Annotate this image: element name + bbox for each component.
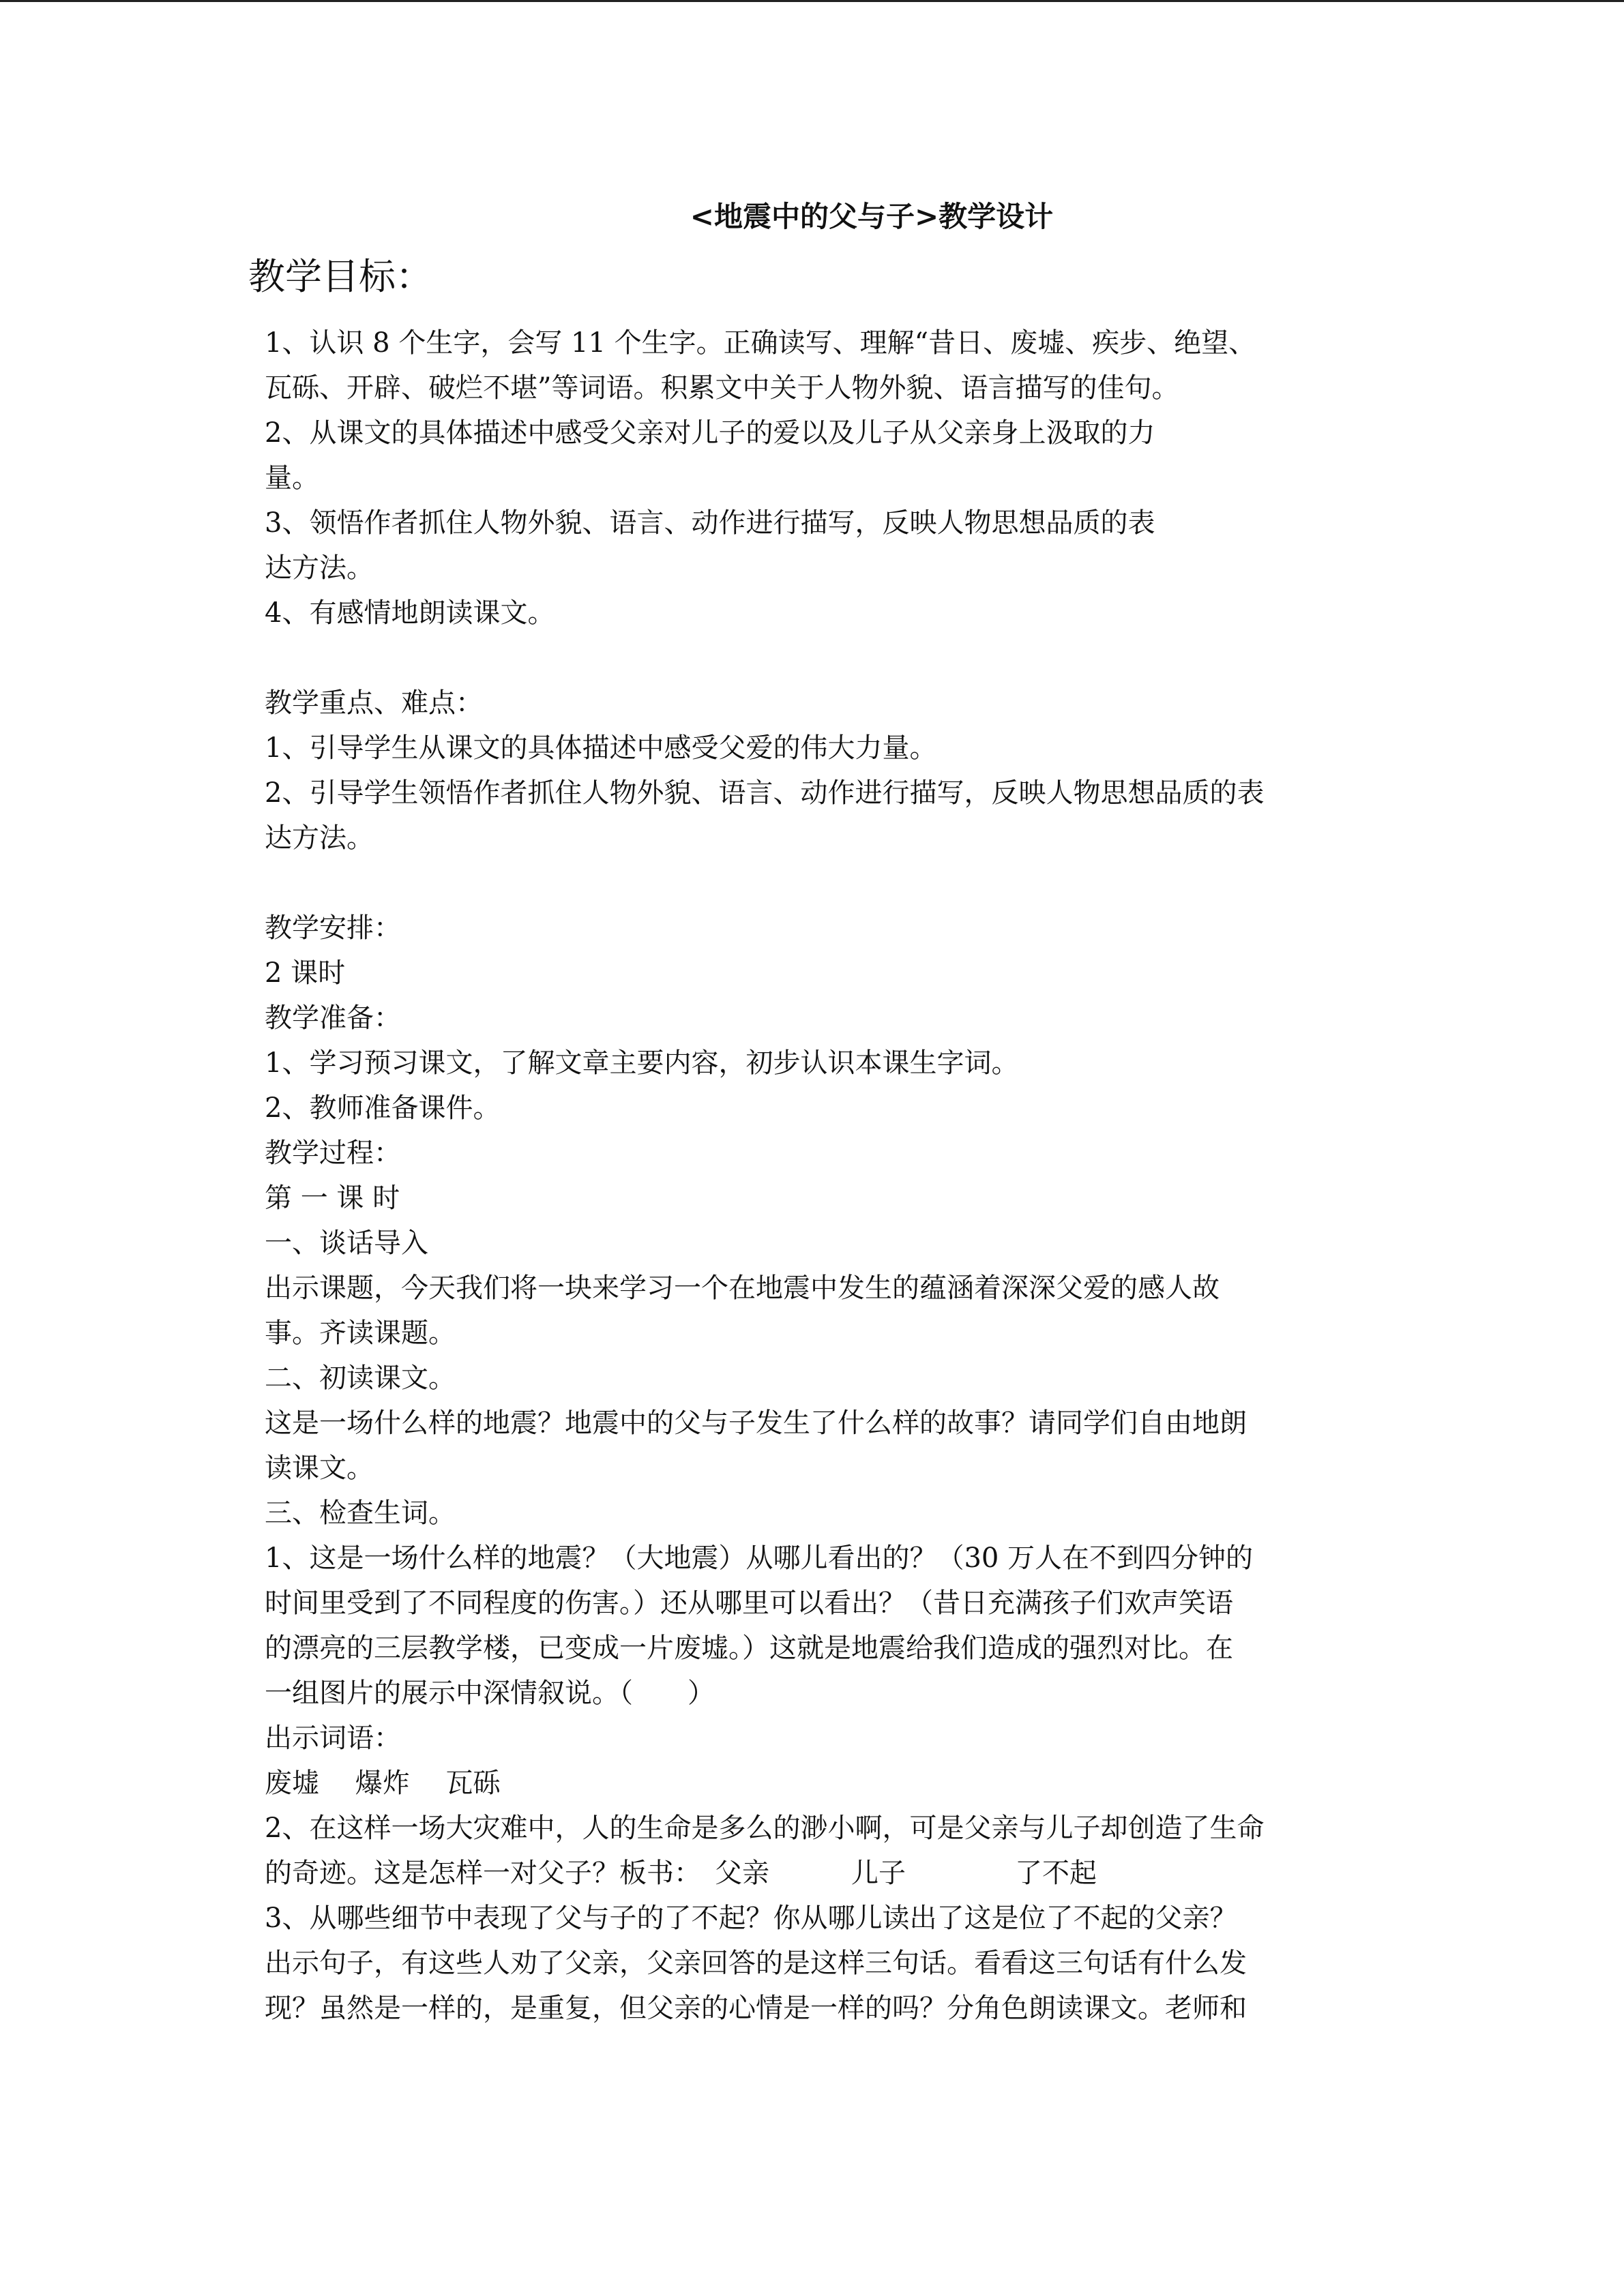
objective-line: 2、从课文的具体描述中感受父亲对儿子的爱以及儿子从父亲身上汲取的力 xyxy=(265,417,1155,449)
process-line: 2、在这样一场大灾难中，人的生命是多么的渺小啊，可是父亲与儿子却创造了生命 xyxy=(265,1813,1265,1844)
objective-line: 4、有感情地朗读课文。 xyxy=(265,597,555,629)
process-line: 出示句子，有这些人劝了父亲，父亲回答的是这样三句话。看看这三句话有什么发 xyxy=(265,1948,1247,1979)
objective-line: 1、认识 8 个生字，会写 11 个生字。正确读写、理解“昔日、废墟、疾步、绝望、 xyxy=(265,327,1256,359)
process-line: 一、谈话导入 xyxy=(265,1227,428,1259)
arrangement-value: 2 课时 xyxy=(265,957,346,989)
process-line: 的漂亮的三层教学楼，已变成一片废墟。）这就是地震给我们造成的强烈对比。在 xyxy=(265,1632,1233,1664)
key-point-line: 2、引导学生领悟作者抓住人物外貌、语言、动作进行描写，反映人物思想品质的表 xyxy=(265,777,1265,809)
process-body xyxy=(265,1176,1383,2031)
process-line: 1、这是一场什么样的地震？（大地震）从哪儿看出的？（30 万人在不到四分钟的 xyxy=(265,1542,1254,1574)
key-point-line: 1、引导学生从课文的具体描述中感受父爱的伟大力量。 xyxy=(265,732,937,764)
process-line: 事。齐读课题。 xyxy=(265,1317,456,1349)
key-points-list xyxy=(265,726,1383,861)
page-top-border xyxy=(0,0,1624,2)
preparation-line: 1、学习预习课文，了解文章主要内容，初步认识本课生字词。 xyxy=(265,1047,1019,1079)
document-title: <地震中的父与子>教学设计 xyxy=(690,200,1054,233)
objective-line: 瓦砾、开辟、破烂不堪”等词语。积累文中关于人物外貌、语言描写的佳句。 xyxy=(265,372,1179,404)
arrangement-heading: 教学安排： xyxy=(265,912,401,944)
objectives-list xyxy=(265,320,1383,636)
objectives-heading: 教学目标： xyxy=(248,255,432,298)
process-line: 二、初读课文。 xyxy=(265,1362,456,1394)
process-line: 的奇迹。这是怎样一对父子？板书： 父亲 儿子 了不起 xyxy=(265,1858,1097,1889)
process-line: 这是一场什么样的地震？地震中的父与子发生了什么样的故事？请同学们自由地朗 xyxy=(265,1407,1247,1439)
objective-line: 量。 xyxy=(265,462,319,494)
process-line: 废墟 爆炸 瓦砾 xyxy=(265,1768,501,1799)
process-line: 第 一 课 时 xyxy=(265,1182,400,1214)
process-line: 3、从哪些细节中表现了父与子的了不起？你从哪儿读出了这是位了不起的父亲？ xyxy=(265,1903,1237,1934)
process-line: 出示课题，今天我们将一块来学习一个在地震中发生的蕴涵着深深父爱的感人故 xyxy=(265,1272,1220,1304)
spacer xyxy=(265,636,1383,681)
process-line: 读课文。 xyxy=(265,1452,374,1484)
key-points-heading: 教学重点、难点： xyxy=(265,687,483,719)
process-line: 现？虽然是一样的，是重复，但父亲的心情是一样的吗？分角色朗读课文。老师和 xyxy=(265,1993,1247,2024)
key-point-line: 达方法。 xyxy=(265,822,374,854)
process-line: 三、检查生词。 xyxy=(265,1497,456,1529)
objective-line: 达方法。 xyxy=(265,552,374,584)
preparation-list xyxy=(265,1041,1383,1131)
preparation-heading: 教学准备： xyxy=(265,1002,401,1034)
spacer xyxy=(265,861,1383,906)
process-heading: 教学过程： xyxy=(265,1137,401,1169)
preparation-line: 2、教师准备课件。 xyxy=(265,1092,501,1124)
process-line: 时间里受到了不同程度的伤害。）还从哪里可以看出？（昔日充满孩子们欢声笑语 xyxy=(265,1587,1233,1619)
process-line: 出示词语： xyxy=(265,1723,401,1754)
spacer xyxy=(265,304,1383,320)
objective-line: 3、领悟作者抓住人物外貌、语言、动作进行描写，反映人物思想品质的表 xyxy=(265,507,1155,539)
process-line: 一组图片的展示中深情叙说。（ ） xyxy=(265,1678,715,1709)
document-page xyxy=(248,198,1383,2031)
